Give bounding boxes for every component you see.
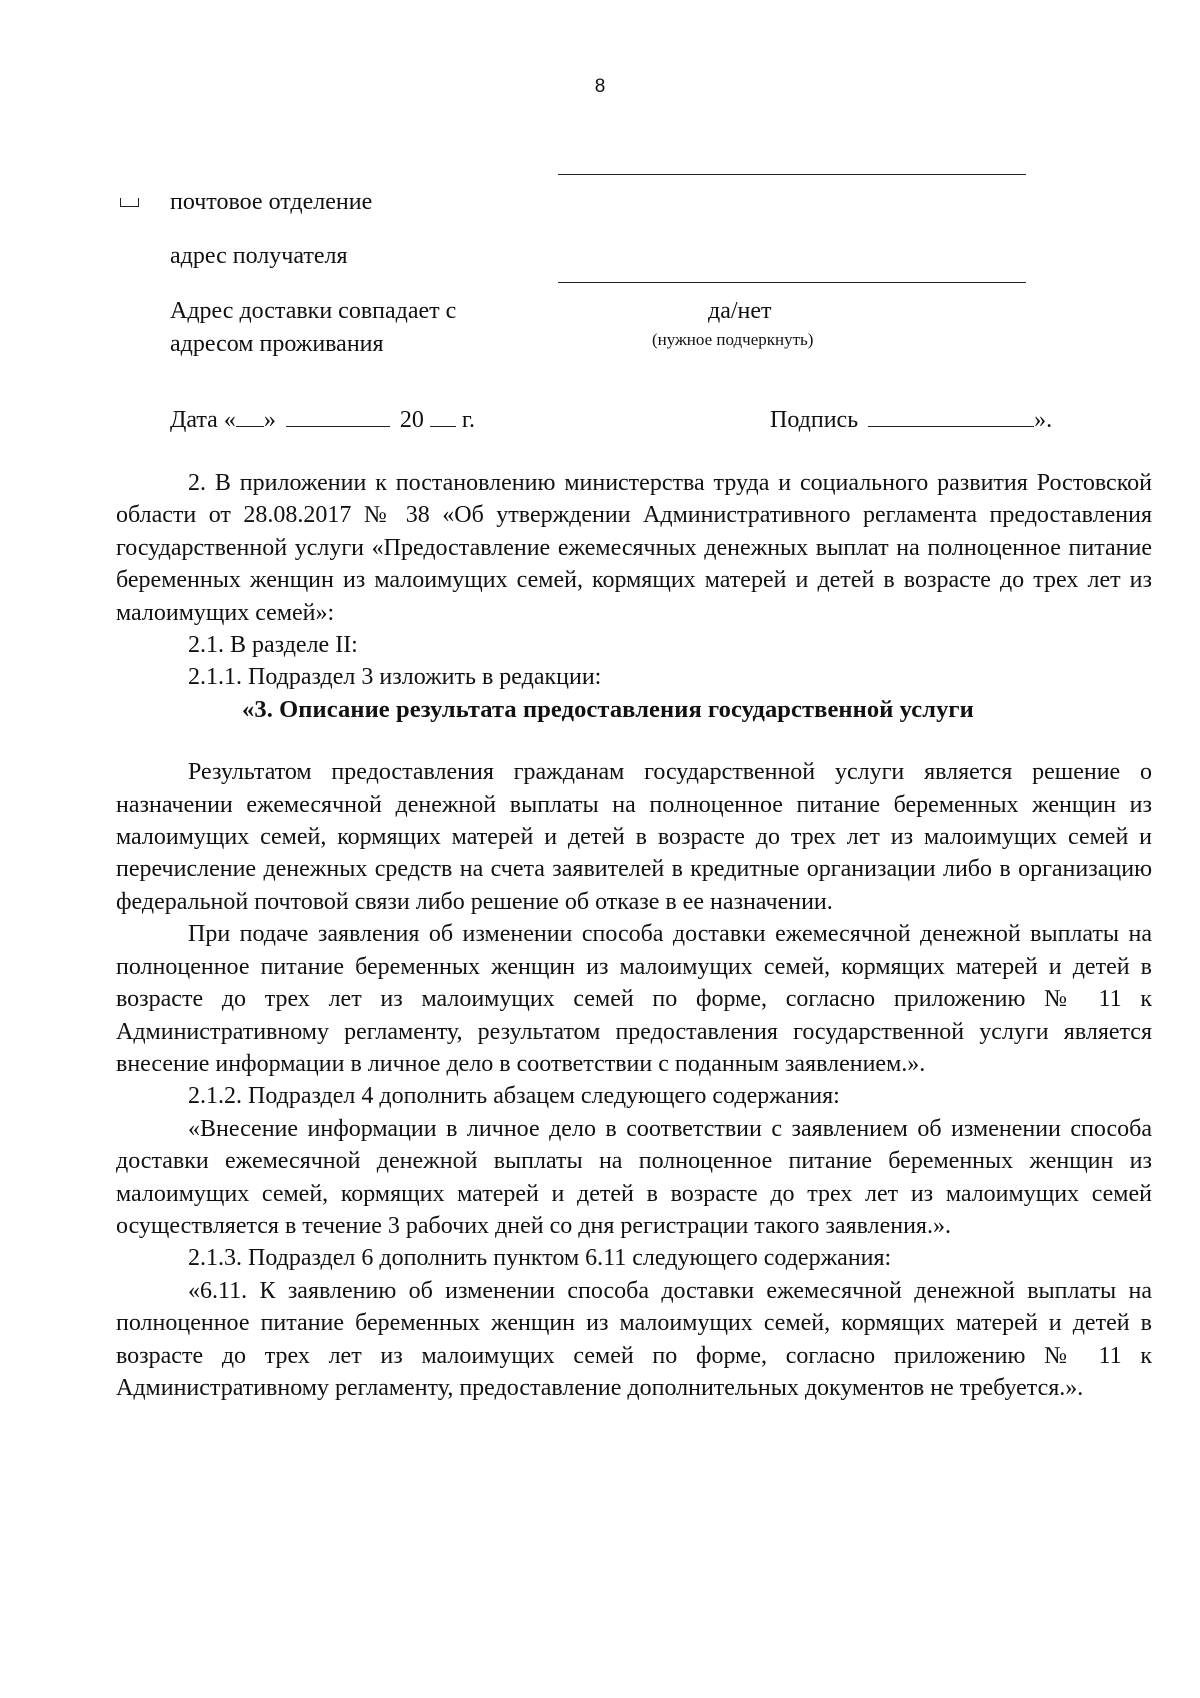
paragraph-result-description: Результатом предоставления гражданам государственной услуги является решение о назначении ежемесячной денежной выплаты на полноценное питание беременных женщин из малоимущих семей, кормящих матерей и детей в возрасте до трех лет из малоимущих семей и перечисление денежных средств на счета заявителей в кредитные организации либо в организацию федеральной почтовой связи либо решение об отказе в ее назначении. — [116, 759, 1152, 915]
paragraph-subsection-3: 2.1.1. Подраздел 3 изложить в редакции: — [188, 664, 602, 691]
date-line — [170, 403, 475, 437]
paragraph-6-11: «6.11. К заявлению об изменении способа доставки ежемесячной денежной выплаты на полноценное питание беременных женщин из малоимущих семей, кормящих матерей и детей в возрасте до трех лет из малоимущих семей по форме, согласно приложению № 11 к Административному регламенту, предоставление дополнительных документов не требуется.». — [116, 1277, 1152, 1401]
paragraph-amendment-intro: 2. В приложении к постановлению министерства труда и социального развития Ростовской области от 28.08.2017 № 38 «Об утверждении Административного регламента предоставления государственной услуги «Предоставление ежемесячных денежных выплат на полноценное питание беременных женщин из малоимущих семей, кормящих матерей и детей в возрасте до трех лет из малоимущих семей»: — [116, 470, 1152, 626]
year-blank — [430, 404, 456, 427]
date-prefix: Дата « — [170, 407, 236, 433]
paragraph-subsection-6: 2.1.3. Подраздел 6 дополнить пунктом 6.11 следующего содержания: — [188, 1245, 892, 1272]
yes-no-option: да/нет — [708, 298, 772, 324]
year-suffix: г. — [461, 407, 475, 433]
day-blank — [236, 404, 264, 427]
paragraph-subsection-4: 2.1.2. Подраздел 4 дополнить абзацем следующего содержания: — [188, 1083, 840, 1110]
document-body — [116, 467, 1152, 1404]
postal-office-field-line — [558, 174, 1026, 175]
postal-office-label: почтовое отделение — [170, 189, 373, 215]
signature-line — [770, 403, 1052, 437]
underline-note: (нужное подчеркнуть) — [652, 330, 814, 349]
checkbox-icon — [120, 198, 139, 207]
paragraph-section-ii: 2.1. В разделе II: — [188, 632, 358, 659]
section-heading: «3. Описание результата предоставления государственной услуги — [242, 695, 974, 723]
signature-blank — [868, 404, 1034, 427]
signature-label: Подпись — [770, 407, 859, 433]
delivery-matches-label-line1: Адрес доставки совпадает с — [170, 298, 457, 324]
paragraph-change-delivery: При подаче заявления об изменении способа доставки ежемесячной денежной выплаты на полноценное питание беременных женщин из малоимущих семей, кормящих матерей и детей в возрасте до трех лет из малоимущих семей по форме, согласно приложению № 11 к Административному регламенту, результатом предоставления государственной услуги является внесение информации в личное дело в соответствии с поданным заявлением.». — [116, 921, 1152, 1077]
page-number: 8 — [594, 76, 606, 97]
month-blank — [286, 404, 390, 427]
recipient-address-label: адрес получателя — [170, 243, 348, 269]
signature-close: ». — [1034, 407, 1053, 433]
recipient-address-field-line — [558, 282, 1026, 283]
year-prefix: 20 — [399, 407, 424, 433]
date-close: » — [263, 407, 276, 433]
paragraph-info-entry: «Внесение информации в личное дело в соответствии с заявлением об изменении способа доставки ежемесячной денежной выплаты на полноценное питание беременных женщин из малоимущих семей, кормящих матерей и детей в возрасте до трех лет из малоимущих семей осуществляется в течение 3 рабочих дней со дня регистрации такого заявления.». — [116, 1115, 1152, 1239]
delivery-matches-label-line2: адресом проживания — [170, 331, 384, 357]
